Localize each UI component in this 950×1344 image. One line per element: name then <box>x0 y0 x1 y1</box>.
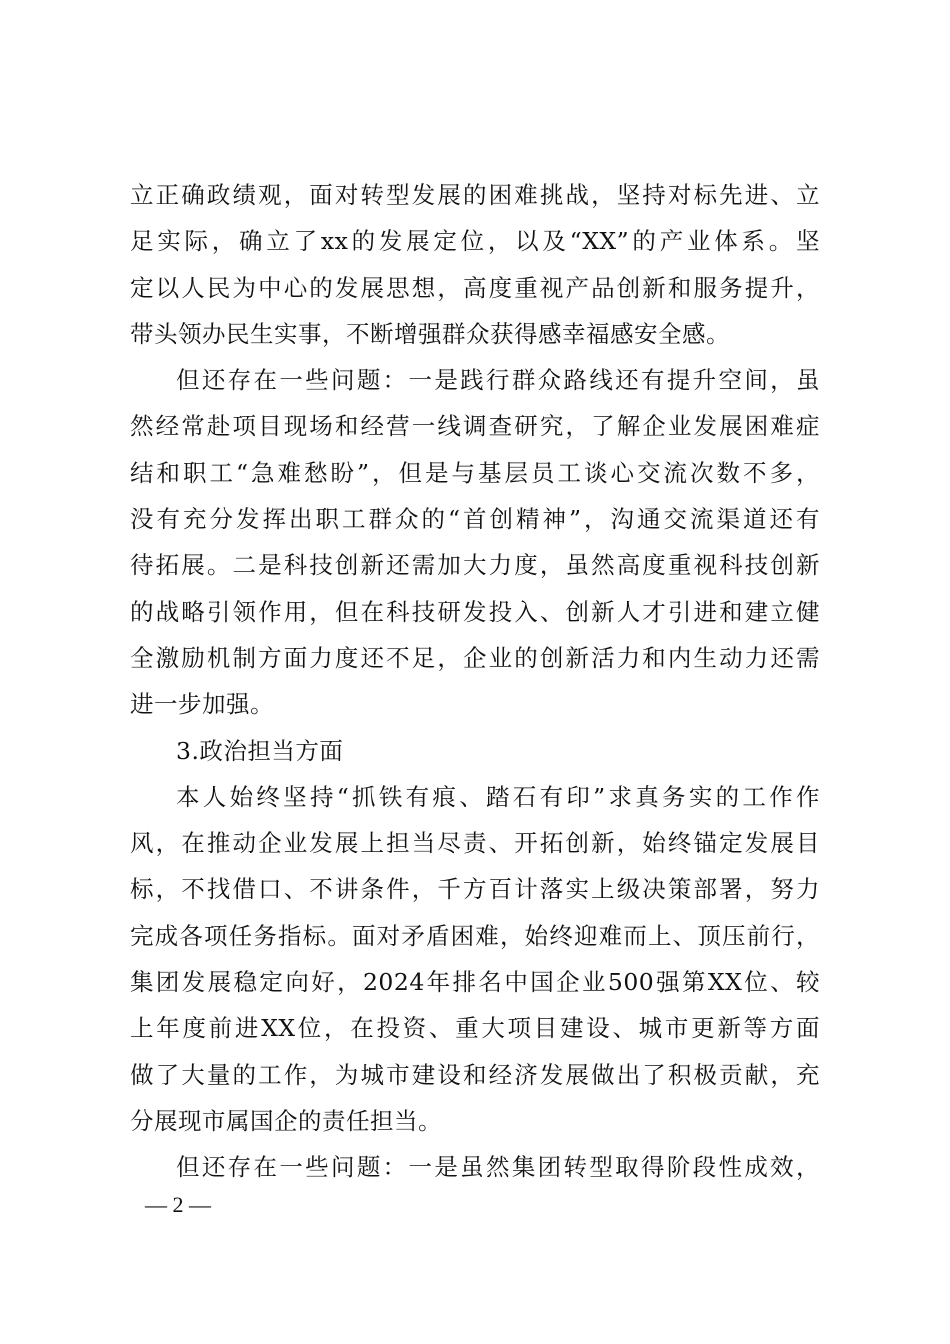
text-line: 的战略引领作用，但在科技研发投入、创新人才引进和建立健 <box>130 597 820 626</box>
text-line: 集团发展稳定向好，2024年排名中国企业500强第XX位、较 <box>130 968 820 997</box>
page-number: — 2 — <box>145 1192 211 1217</box>
text-line: 但还存在一些问题：一是践行群众路线还有提升空间，虽 <box>176 366 820 395</box>
text-line: 定以人民为中心的发展思想，高度重视产品创新和服务提升， <box>130 273 820 302</box>
text-line: 进一步加强。 <box>130 690 274 719</box>
text-line: 然经常赴项目现场和经营一线调查研究，了解企业发展困难症 <box>130 412 820 441</box>
text-line: 风，在推动企业发展上担当尽责、开拓创新，始终锚定发展目 <box>130 829 820 858</box>
text-line: 带头领办民生实事，不断增强群众获得感幸福感安全感。 <box>130 319 730 348</box>
text-line: 完成各项任务指标。面对矛盾困难，始终迎难而上、顶压前行， <box>130 921 820 950</box>
text-line: 但还存在一些问题：一是虽然集团转型取得阶段性成效， <box>176 1153 820 1182</box>
text-line: 立正确政绩观，面对转型发展的困难挑战，坚持对标先进、立 <box>130 181 820 209</box>
text-line: 3.政治担当方面 <box>176 736 344 765</box>
text-line: 分展现市属国企的责任担当。 <box>130 1106 442 1135</box>
text-line: 本人始终坚持“抓铁有痕、踏石有印”求真务实的工作作 <box>176 782 820 811</box>
text-line: 全激励机制方面力度还不足，企业的创新活力和内生动力还需 <box>130 643 820 672</box>
text-line: 做了大量的工作，为城市建设和经济发展做出了积极贡献，充 <box>130 1060 820 1089</box>
document-body <box>130 172 820 1191</box>
text-line: 没有充分发挥出职工群众的“首创精神”，沟通交流渠道还有 <box>130 505 820 534</box>
text-line: 标，不找借口、不讲条件，千方百计落实上级决策部署，努力 <box>130 875 820 904</box>
text-line: 待拓展。二是科技创新还需加大力度，虽然高度重视科技创新 <box>130 551 820 580</box>
text-line: 足实际，确立了xx的发展定位，以及“XX”的产业体系。坚 <box>130 227 820 256</box>
text-line: 结和职工“急难愁盼”，但是与基层员工谈心交流次数不多， <box>130 458 820 487</box>
text-line: 上年度前进XX位，在投资、重大项目建设、城市更新等方面 <box>130 1014 820 1043</box>
